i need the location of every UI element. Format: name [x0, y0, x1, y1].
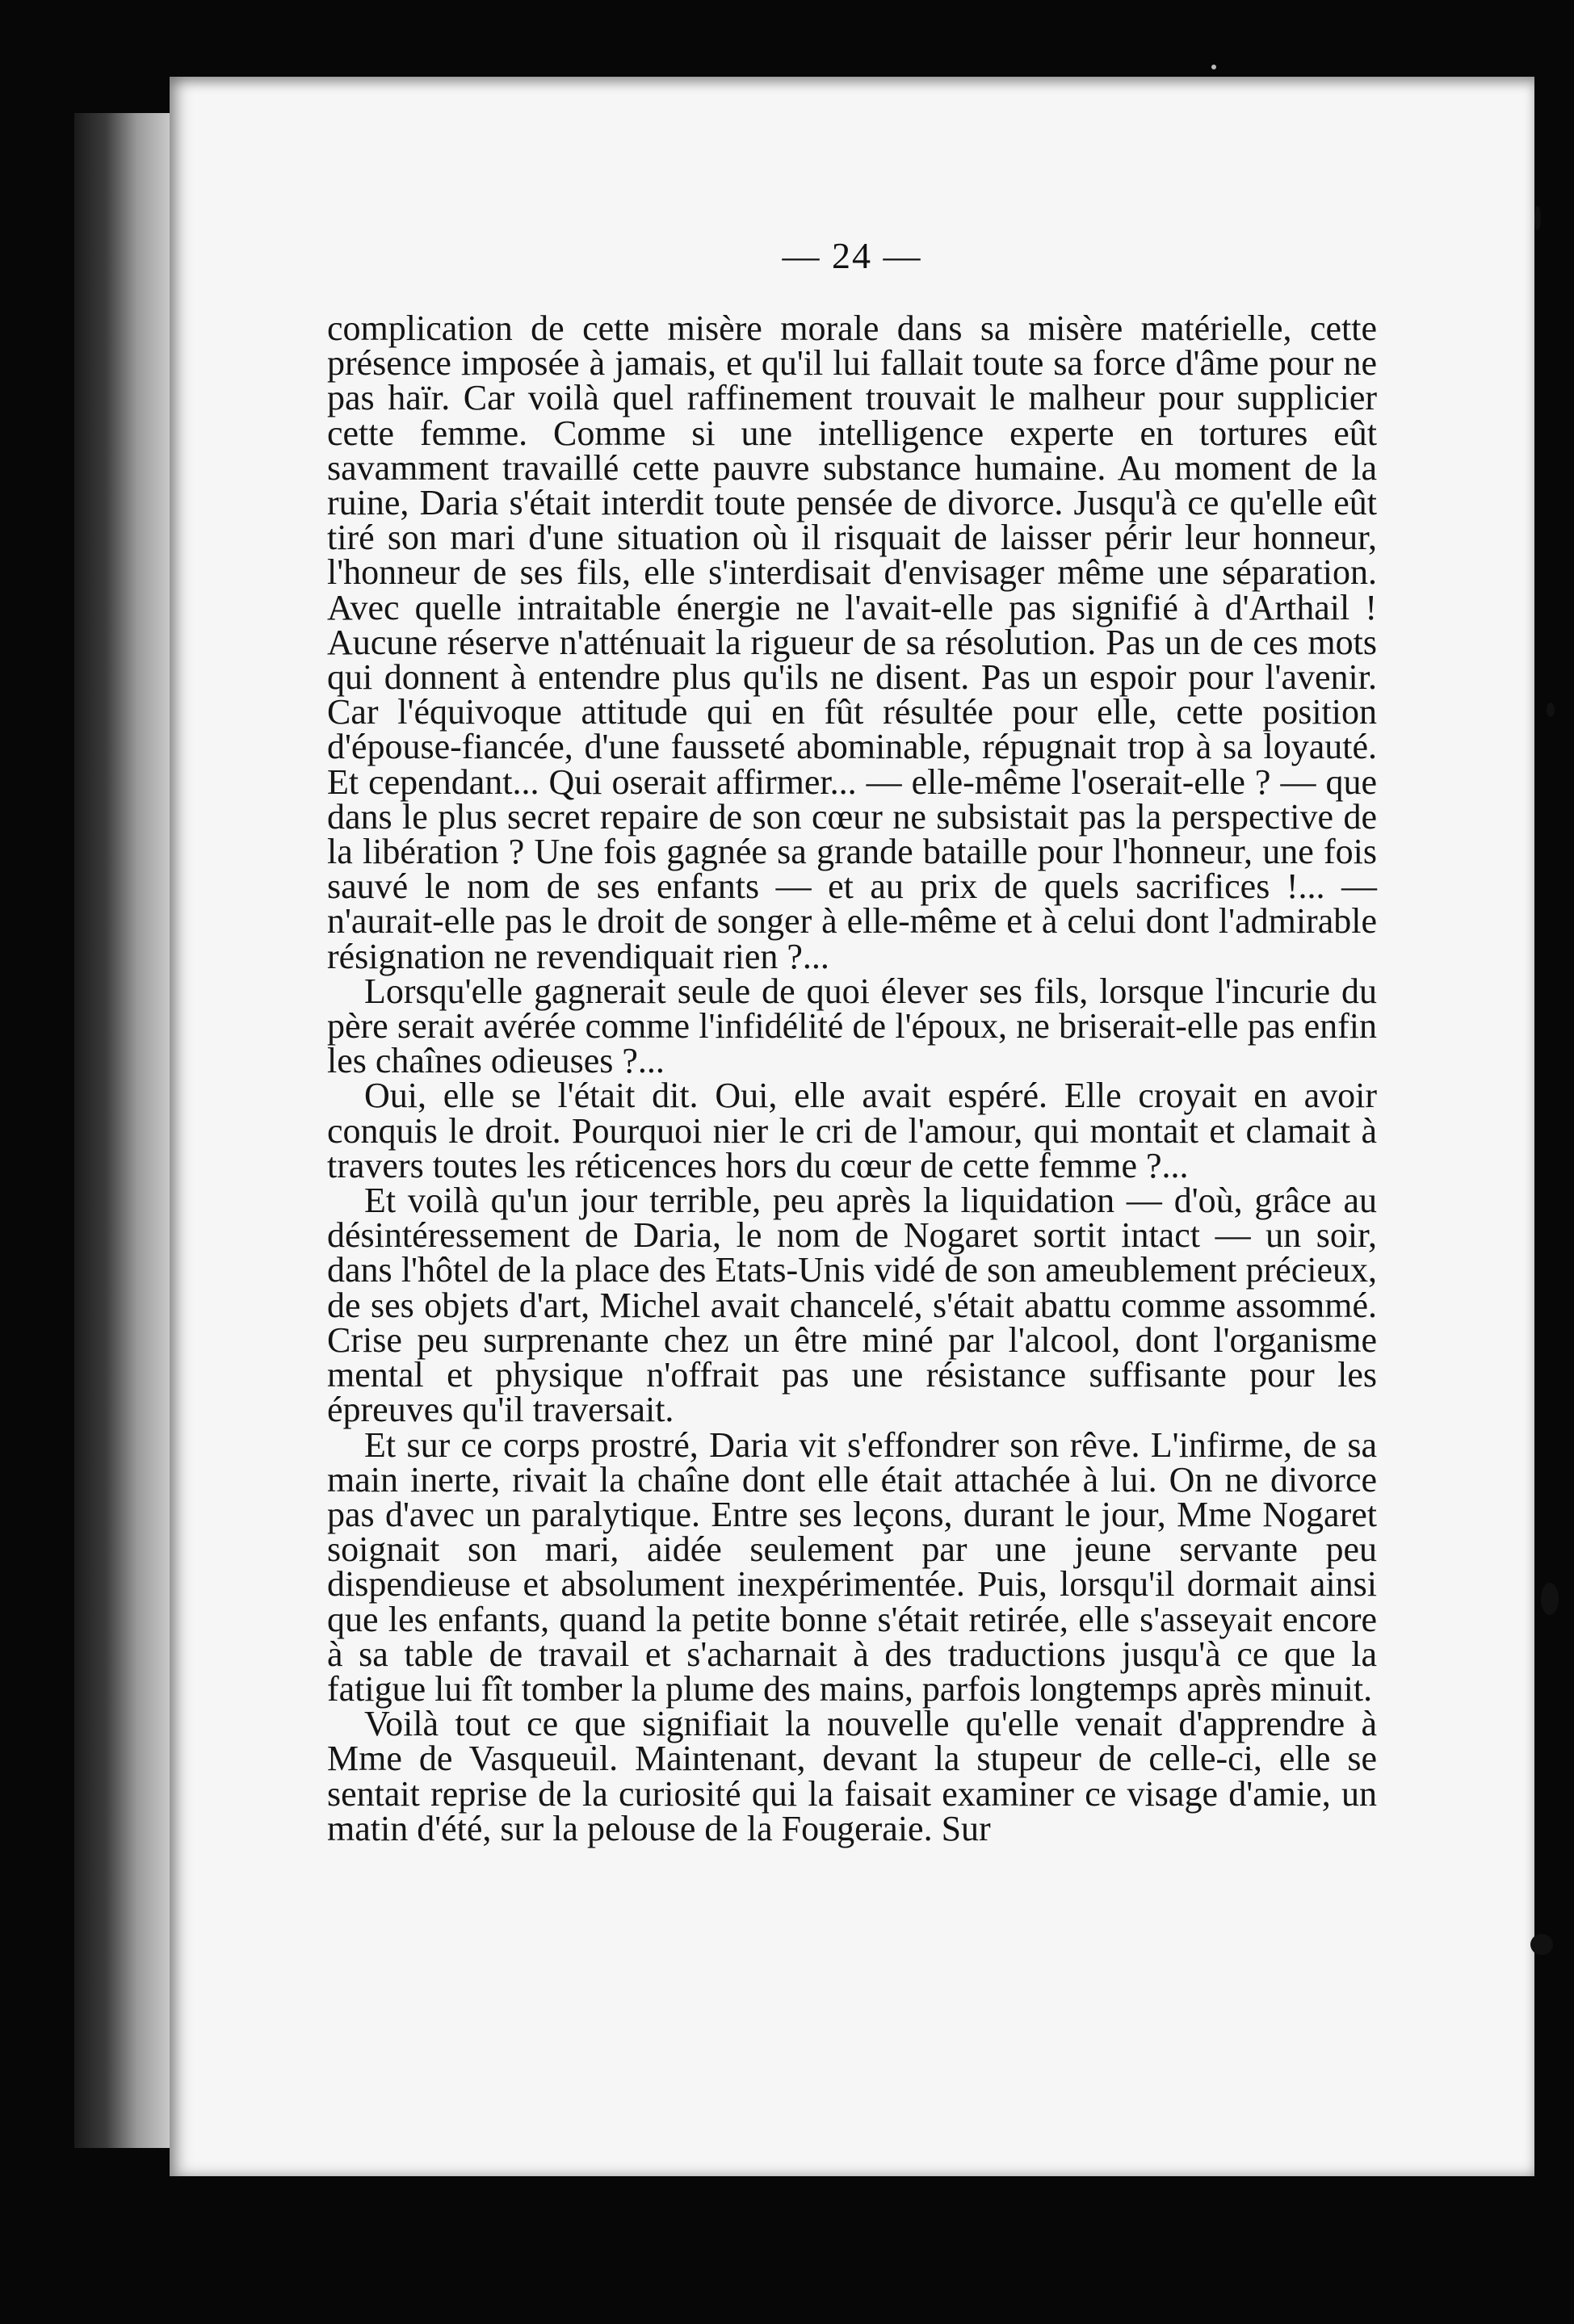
paragraph: Et voilà qu'un jour terrible, peu après la liquidation — d'où, grâce au désintéressement de Daria, le nom de Nogaret sortit intact — un soir, dans l'hôtel de la place des Etats-Unis vidé de son ameublement précieux, de ses objets d'art, Michel avait chancelé, s'était abattu comme assommé. Crise peu surprenante chez un être miné par l'alcool, dont l'organisme mental et physique n'offrait pas une résistance suffisante pour les épreuves qu'il traversait. [327, 1181, 1377, 1430]
body-text [327, 308, 1377, 1848]
scan-speck [1547, 703, 1555, 717]
paragraph: Oui, elle se l'était dit. Oui, elle avait espéré. Elle croyait en avoir conquis le droit. Pourquoi nier le cri de l'amour, qui montait et clamait à travers toutes les réticences hors du cœur de cette femme ?... [327, 1076, 1377, 1185]
scan-speck [1541, 1583, 1559, 1615]
scan-speck [1534, 206, 1541, 230]
page-number: — 24 — [782, 235, 922, 276]
paragraph: complication de cette misère morale dans sa misère matérielle, cette présence imposée à jamais, et qu'il lui fallait toute sa force d'âme pour ne pas haïr. Car voilà quel raffinement trouvait le malheur pour supplicier cette femme. Comme si une intelligence experte en tortures eût savamment travaillé cette pauvre substance humaine. Au moment de la ruine, Daria s'était interdit toute pensée de divorce. Jusqu'à ce qu'elle eût tiré son mari d'une situation où il risquait de laisser périr leur honneur, l'honneur de ses fils, elle s'interdisait d'envisager même une séparation. Avec quelle intraitable énergie ne l'avait-elle pas signifié à d'Arthail ! Aucune réserve n'atténuait la rigueur de sa résolution. Pas un de ces mots qui donnent à entendre plus qu'ils ne disent. Pas un espoir pour l'avenir. Car l'équivoque attitude qui en fût résultée pour elle, cette position d'épouse-fiancée, d'une fausseté abominable, répugnait trop à sa loyauté. Et cependant... Qui oserait affirmer... — elle-même l'oserait-elle ? — que dans le plus secret repaire de son cœur ne subsistait pas la perspective de la libération ? Une fois gagnée sa grande bataille pour l'honneur, une fois sauvé le nom de ses enfants — et au prix de quels sacrifices !... — n'aurait-elle pas le droit de songer à elle-même et à celui dont l'admirable résignation ne revendiquait rien ?... [327, 308, 1377, 976]
book-spine-edge [74, 113, 179, 2148]
page-sheet [170, 77, 1534, 2176]
paragraph: Et sur ce corps prostré, Daria vit s'effondrer son rêve. L'infirme, de sa main inerte, rivait la chaîne dont elle était attachée à lui. On ne divorce pas d'avec un paralytique. Entre ses leçons, durant le jour, Mme Nogaret soignait son mari, aidée seulement par une jeune servante peu dispendieuse et absolument inexpérimentée. Puis, lorsqu'il dormait ainsi que les enfants, quand la petite bonne s'était retirée, elle s'asseyait encore à sa table de travail et s'acharnait à des traductions jusqu'à ce que la fatigue lui fît tomber la plume des mains, parfois longtemps après minuit. [327, 1424, 1377, 1709]
scan-speck [1211, 65, 1216, 69]
paragraph: Voilà tout ce que signifiait la nouvelle qu'elle venait d'apprendre à Mme de Vasqueuil. Maintenant, devant la stupeur de celle-ci, elle se sentait reprise de la curiosité qui la faisait examiner ce visage d'amie, un matin d'été, sur la pelouse de la Fougeraie. Sur [327, 1704, 1377, 1848]
paragraph: Lorsqu'elle gagnerait seule de quoi élever ses fils, lorsque l'incurie du père serait avérée comme l'infidélité de l'époux, ne briserait-elle pas enfin les chaînes odieuses ?... [327, 971, 1377, 1081]
scan-speck [1530, 1934, 1553, 1955]
